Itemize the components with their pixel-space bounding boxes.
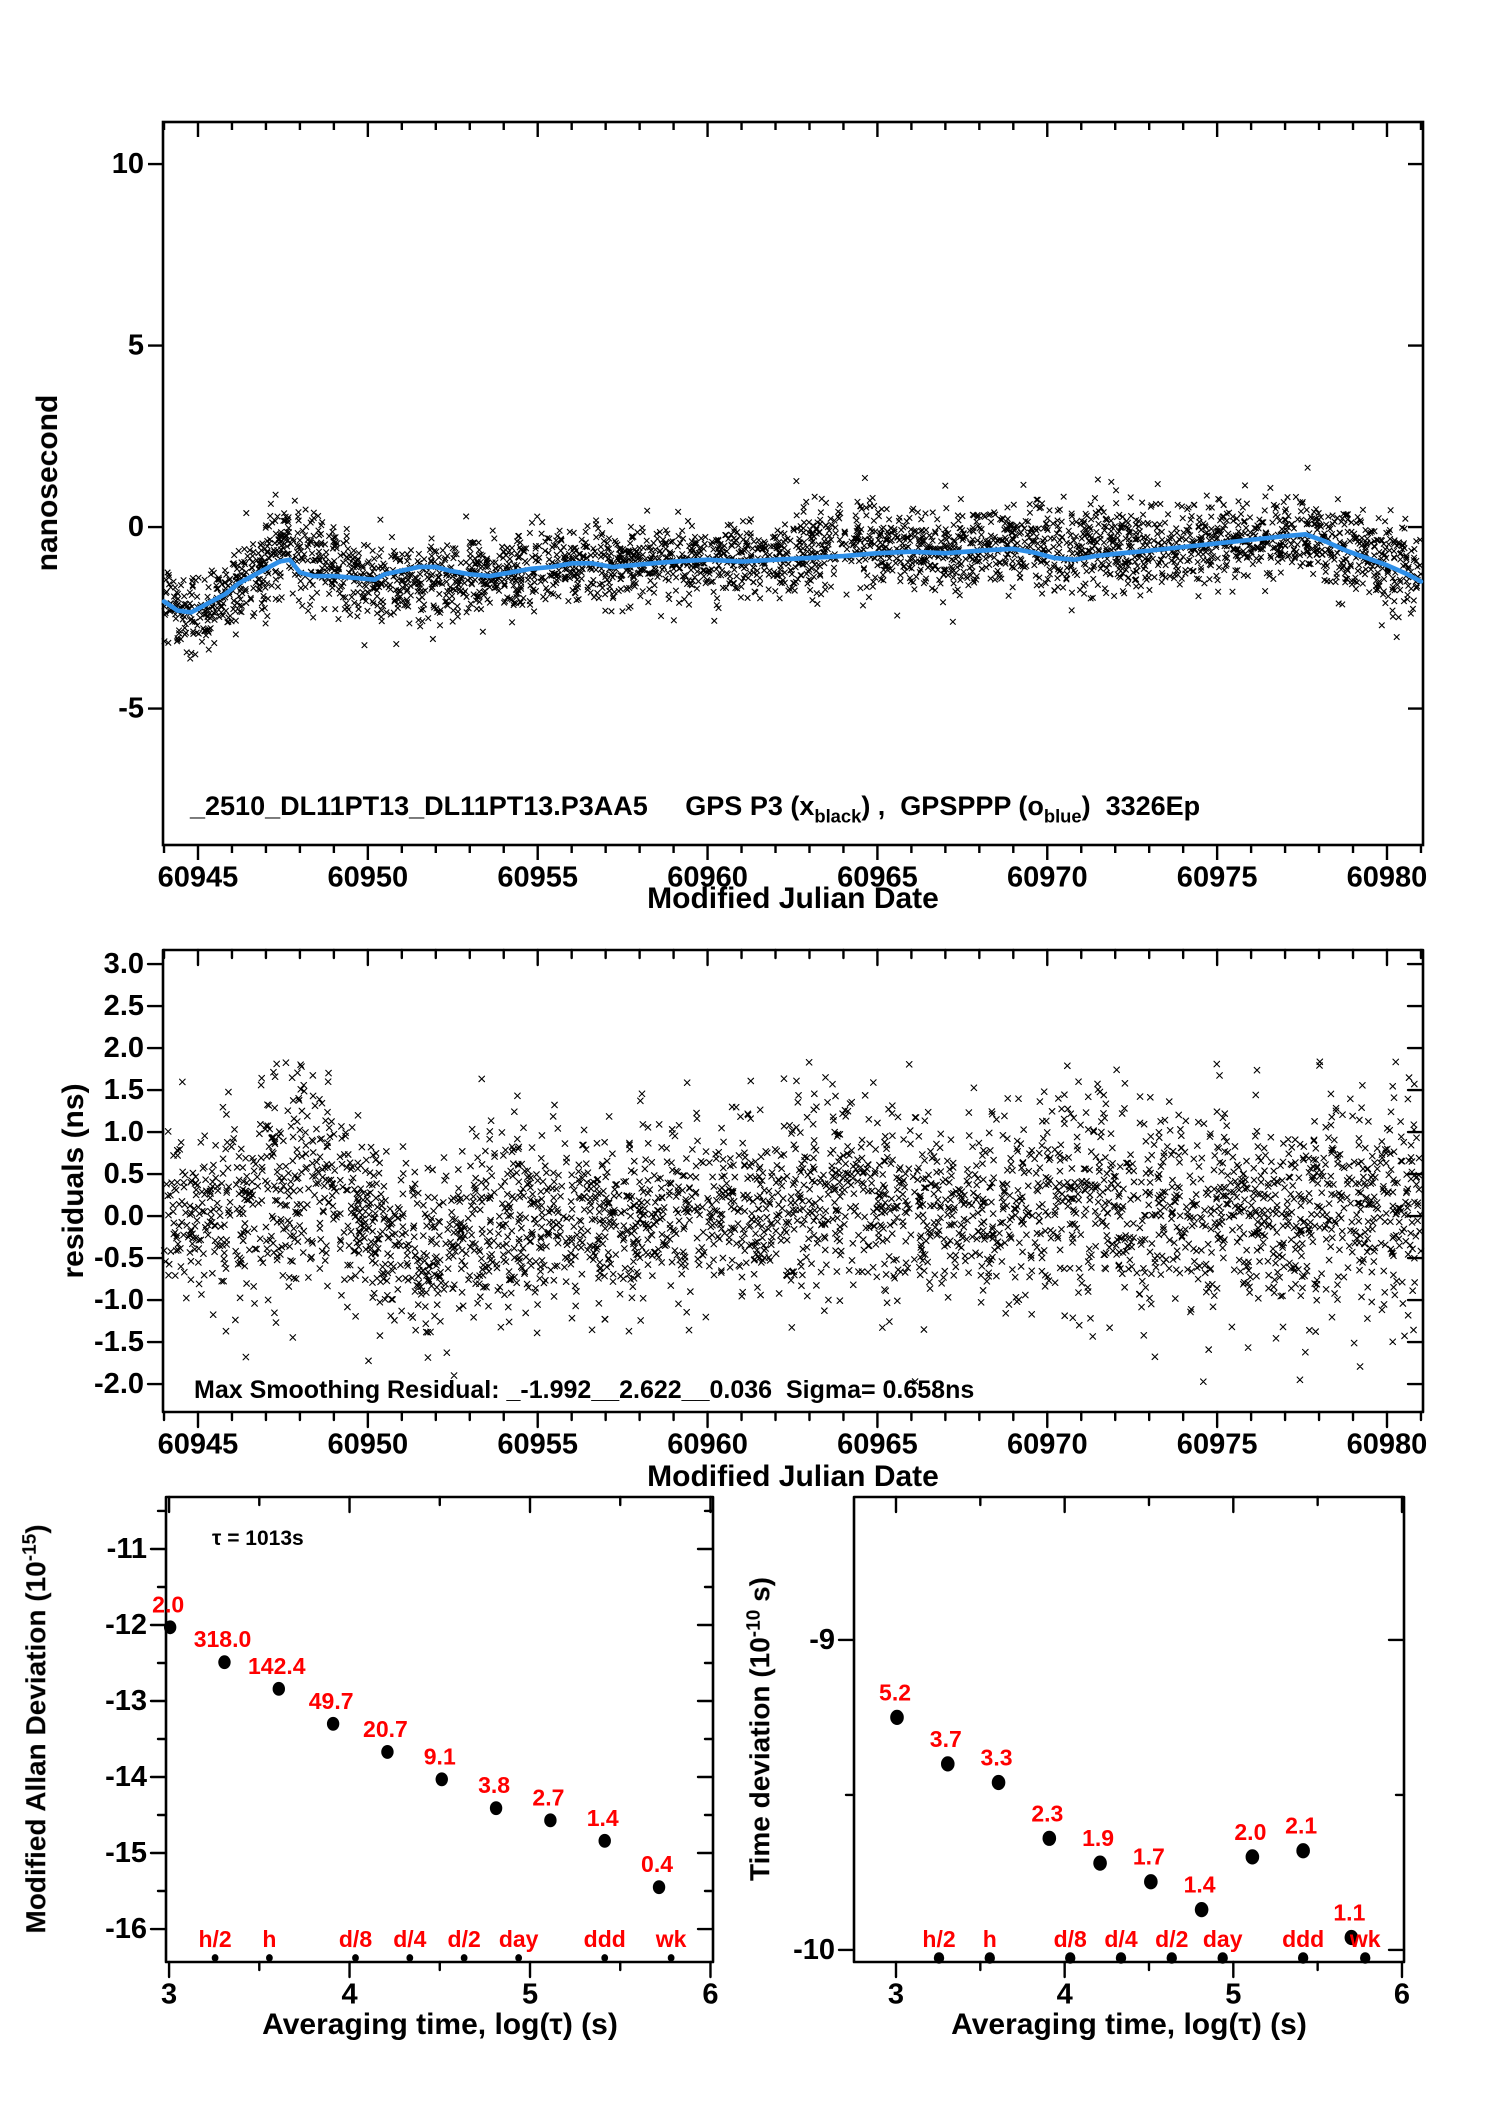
mdev-y-axis-title: Modified Allan Deviation $(10^{-15})$ xyxy=(19,1524,52,1934)
tdev-y-axis-title: Time deviation ($10^{-10}$ s) xyxy=(743,1577,776,1881)
phase-x-axis-title: Modified Julian Date xyxy=(647,882,939,915)
residuals-x-axis-title: Modified Julian Date xyxy=(647,1460,939,1493)
phase-y-axis-title: nanosecond xyxy=(31,394,64,572)
tdev-x-axis-title: Averaging time, log(τ) (s) xyxy=(951,2008,1307,2041)
phase-panel-title: _2510_DL11PT13_DL11PT13.P3AA5 GPS P3 $(x_{black})$ , GPSPPP $(o_{blue})$ 3326Ep xyxy=(190,791,1201,827)
residuals-y-axis-title: residuals (ns) xyxy=(57,1083,90,1279)
residuals-annotation: Max Smoothing Residual: _-1.992__2.622__0.036 Sigma= 0.658ns xyxy=(194,1376,975,1404)
mdev-x-axis-title: Averaging time, log(τ) (s) xyxy=(262,2008,618,2041)
